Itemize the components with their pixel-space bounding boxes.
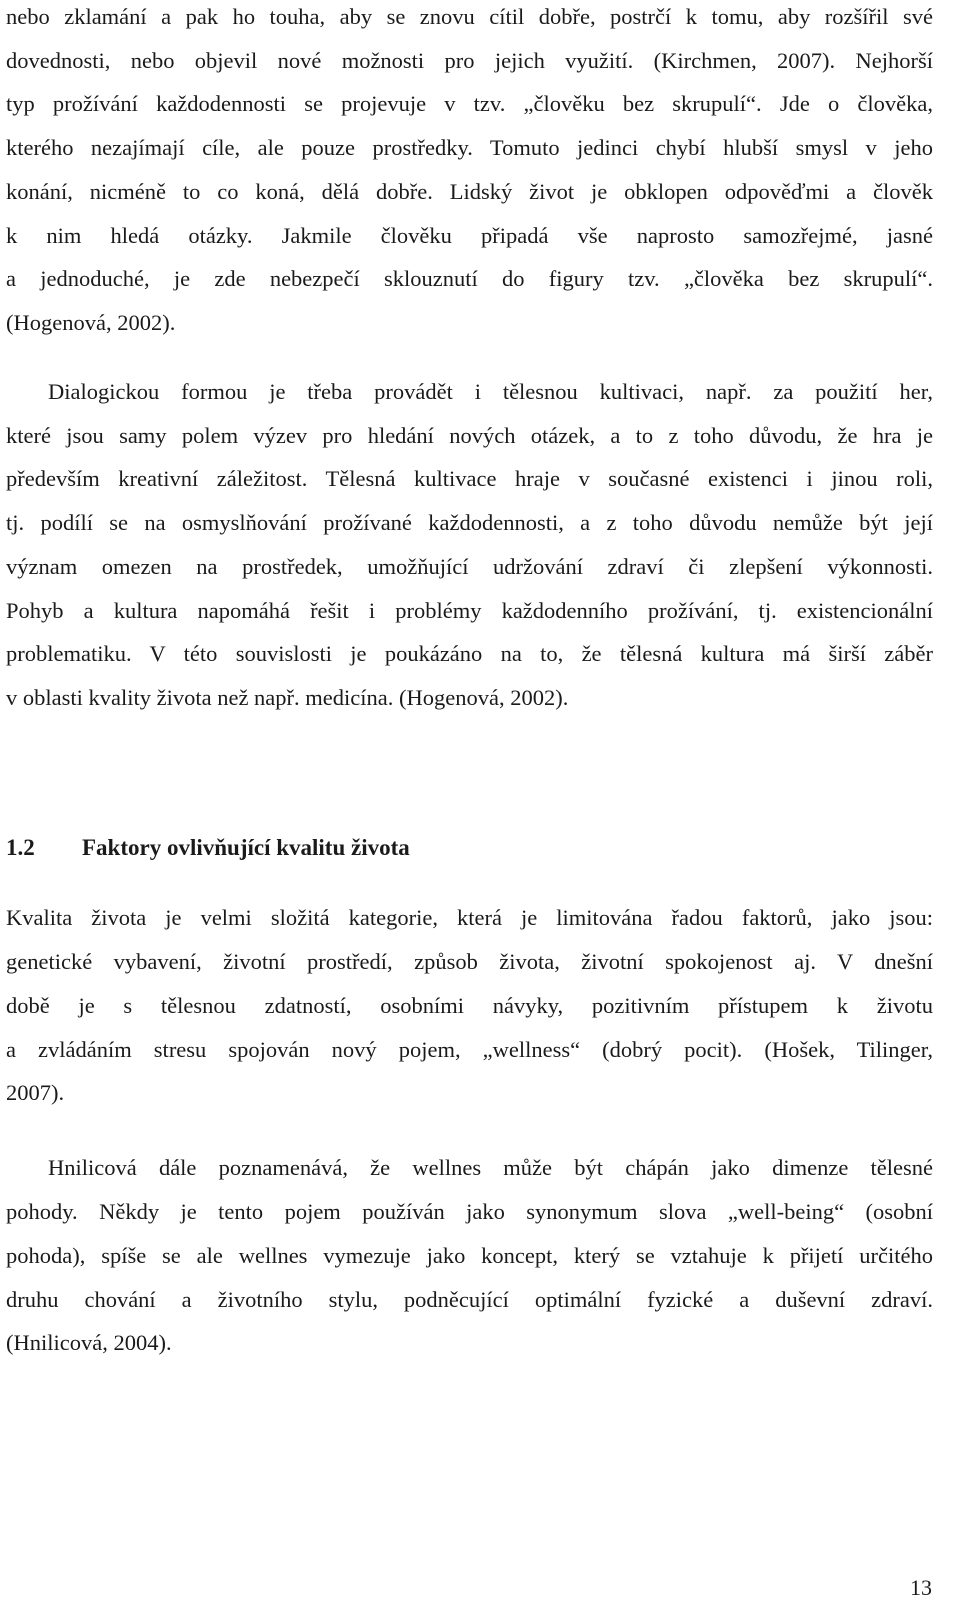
text-line: a zvládáním stresu spojován nový pojem, „wellness“ (dobrý pocit). (Hošek, Tilinger, (6, 1037, 933, 1062)
text-line: k nim hledá otázky. Jakmile člověku připadá vše naprosto samozřejmé, jasné (6, 223, 933, 248)
text-line: a jednoduché, je zde nebezpečí sklouznutí do figury tzv. „člověka bez skrupulí“. (6, 266, 933, 291)
text-line: (Hnilicová, 2004). (6, 1330, 172, 1355)
text-line: (Hogenová, 2002). (6, 310, 176, 335)
text-line: konání, nicméně to co koná, dělá dobře. Lidský život je obklopen odpověďmi a člověk (6, 179, 933, 204)
text-line: dovednosti, nebo objevil nové možnosti pro jejich využití. (Kirchmen, 2007). Nejhorší (6, 48, 933, 73)
text-line: době je s tělesnou zdatností, osobními návyky, pozitivním přístupem k životu (6, 993, 933, 1018)
text-line: Dialogickou formou je třeba provádět i tělesnou kultivaci, např. za použití her, (48, 379, 933, 404)
text-line: nebo zklamání a pak ho touha, aby se znovu cítil dobře, postrčí k tomu, aby rozšířil své (6, 4, 933, 29)
text-line: kterého nezajímají cíle, ale pouze prostředky. Tomuto jedinci chybí hlubší smysl v jeho (6, 135, 933, 160)
page-number: 13 (910, 1575, 932, 1600)
section-heading (6, 833, 410, 863)
text-line: Pohyb a kultura napomáhá řešit i problémy každodenního prožívání, tj. existencionální (6, 598, 933, 623)
text-line: 2007). (6, 1080, 65, 1105)
text-line: problematiku. V této souvislosti je poukázáno na to, že tělesná kultura má širší záběr (6, 641, 933, 666)
text-line: které jsou samy polem výzev pro hledání nových otázek, a to z toho důvodu, že hra je (6, 423, 933, 448)
text-line: Kvalita života je velmi složitá kategorie, která je limitována řadou faktorů, jako jsou: (6, 905, 933, 930)
text-line: význam omezen na prostředek, umožňující udržování zdraví či zlepšení výkonnosti. (6, 554, 933, 579)
text-line: pohoda), spíše se ale wellnes vymezuje jako koncept, který se vztahuje k přijetí určitého (6, 1243, 933, 1268)
text-line: genetické vybavení, životní prostředí, způsob života, životní spokojenost aj. V dnešní (6, 949, 933, 974)
text-line: pohody. Někdy je tento pojem používán jako synonymum slova „well-being“ (osobní (6, 1199, 933, 1224)
text-line: především kreativní záležitost. Tělesná kultivace hraje v současné existenci i jinou roli, (6, 466, 933, 491)
text-line: v oblasti kvality života než např. medicína. (Hogenová, 2002). (6, 685, 569, 710)
text-line: druhu chování a životního stylu, podněcující optimální fyzické a duševní zdraví. (6, 1287, 933, 1312)
text-line: tj. podílí se na osmyslňování prožívané každodennosti, a z toho důvodu nemůže být její (6, 510, 933, 535)
section-title: Faktory ovlivňující kvalitu života (82, 835, 410, 860)
section-number: 1.2 (6, 835, 35, 860)
text-line: Hnilicová dále poznamenává, že wellnes může být chápán jako dimenze tělesné (48, 1155, 933, 1180)
text-line: typ prožívání každodennosti se projevuje v tzv. „člověku bez skrupulí“. Jde o člověka, (6, 91, 933, 116)
